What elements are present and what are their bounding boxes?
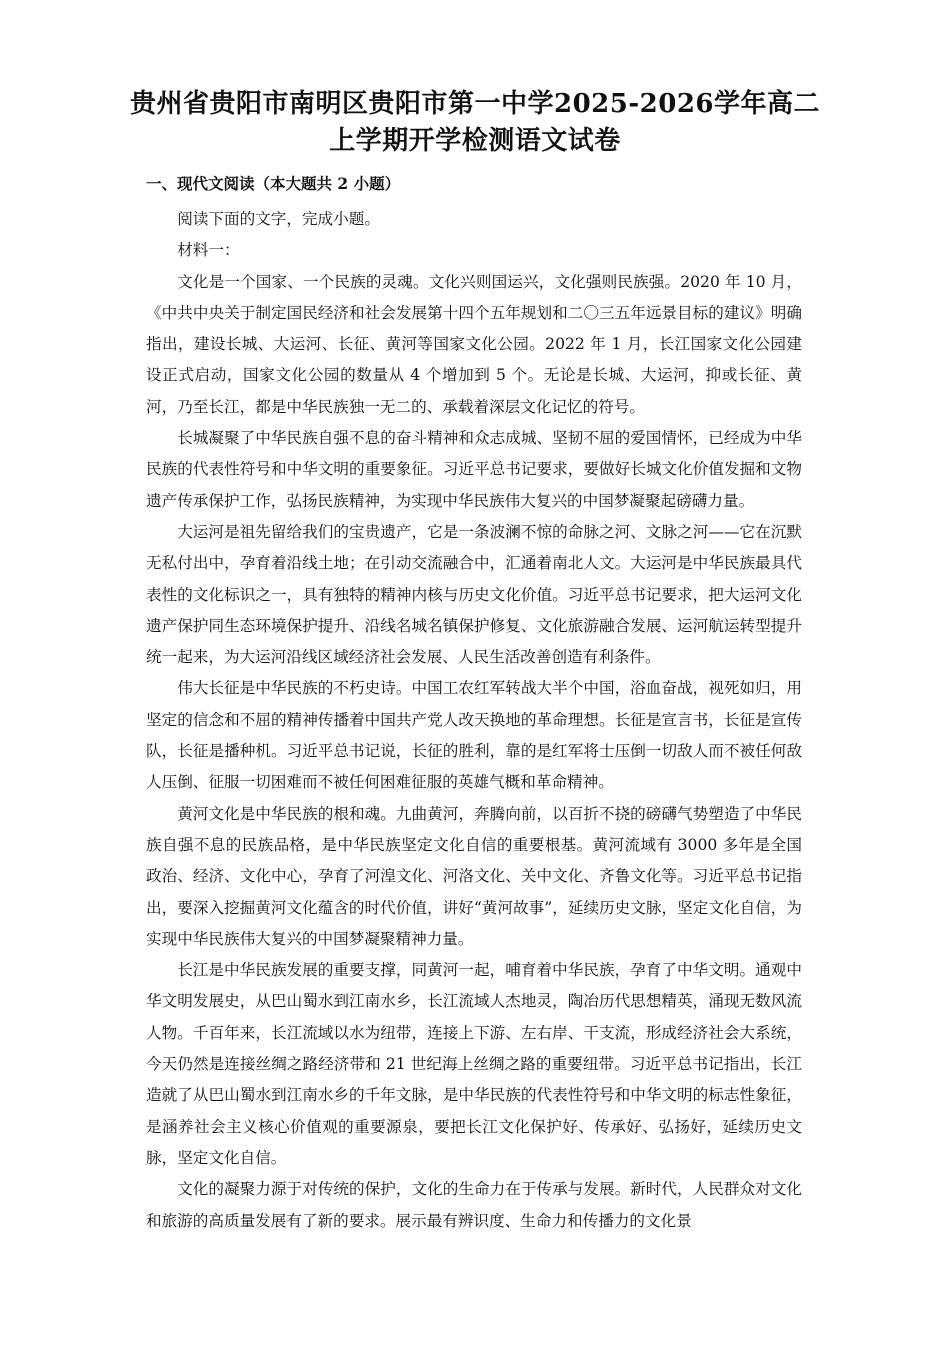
paragraph: 长江是中华民族发展的重要支撑，同黄河一起，哺育着中华民族，孕育了中华文明。通观中华文明发展史，从巴山蜀水到江南水乡，长江流域人杰地灵，陶冶历代思想精英，涌现无数风流人物。千百年来，长江流域以水为纽带，连接上下游、左右岸、干支流，形成经济社会大系统，今天仍然是连接丝绸之路经济带和 21 世纪海上丝绸之路的重要纽带。习近平总书记指出，长江造就了从巴山蜀水到江南水乡的千年文脉，是中华民族的代表性符号和中华文明的标志性象征，是涵养社会主义核心价值观的重要源泉，要把长江文化保护好、传承好、弘扬好，延续历史文脉，坚定文化自信。 [146, 961, 802, 1167]
title-line-2: 上学期开学检测语文试卷 [329, 126, 621, 156]
title-line-1: 贵州省贵阳市南明区贵阳市第一中学2025-2026学年高二 [129, 89, 821, 119]
paragraph: 大运河是祖先留给我们的宝贵遗产，它是一条波澜不惊的命脉之河、文脉之河——它在沉默无私付出中，孕育着沿线土地；在引动交流融合中，汇通着南北人文。大运河是中华民族最具代表性的文化标识之一，具有独特的精神内核与历史文化价值。习近平总书记要求，把大运河文化遗产保护同生态环境保护提升、沿线名城名镇保护修复、文化旅游融合发展、运河航运转型提升统一起来，为大运河沿线区域经济社会发展、人民生活改善创造有利条件。 [146, 522, 802, 667]
paragraph: 伟大长征是中华民族的不朽史诗。中国工农红军转战大半个中国，浴血奋战，视死如归，用坚定的信念和不屈的精神传播着中国共产党人改天换地的革命理想。长征是宣言书，长征是宣传队，长征是播种机。习近平总书记说，长征的胜利，靠的是红军将士压倒一切敌人而不被任何敌人压倒、征服一切困难而不被任何困难征服的英雄气概和革命精神。 [146, 679, 802, 792]
paragraph: 文化是一个国家、一个民族的灵魂。文化兴则国运兴，文化强则民族强。2020 年 10 月，《中共中央关于制定国民经济和社会发展第十四个五年规划和二〇三五年远景目标的建议》明确指出，建设长城、大运河、长征、黄河等国家文化公园。2022 年 1 月，长江国家文化公园建设正式启动，国家文化公园的数量从 4 个增加到 5 个。无论是长城、大运河，抑或长征、黄河，乃至长江，都是中华民族独一无二的、承载着深层文化记忆的符号。 [146, 272, 802, 416]
paragraph: 文化的凝聚力源于对传统的保护，文化的生命力在于传承与发展。新时代，人民群众对文化和旅游的高质量发展有了新的要求。展示最有辨识度、生命力和传播力的文化景 [146, 1180, 802, 1230]
paragraph: 黄河文化是中华民族的根和魂。九曲黄河，奔腾向前，以百折不挠的磅礴气势塑造了中华民族自强不息的民族品格，是中华民族坚定文化自信的重要根基。黄河流域有 3000 多年是全国政治、经济、文化中心，孕育了河湟文化、河洛文化、关中文化、齐鲁文化等。习近平总书记指出，要深入挖掘黄河文化蕴含的时代价值，讲好“黄河故事”，延续历史文脉，坚定文化自信，为实现中华民族伟大复兴的中国梦凝聚精神力量。 [146, 804, 802, 948]
instruction-text: 阅读下面的文字，完成小题。 [177, 210, 380, 228]
document-title [120, 86, 830, 160]
paragraph: 长城凝聚了中华民族自强不息的奋斗精神和众志成城、坚韧不屈的爱国情怀，已经成为中华民族的代表性符号和中华文明的重要象征。习近平总书记要求，要做好长城文化价值发掘和文物遗产传承保护工作，弘扬民族精神，为实现中华民族伟大复兴的中国梦凝聚起磅礴力量。 [146, 429, 802, 510]
material-label: 材料一： [177, 241, 240, 260]
reading-passage [146, 204, 802, 1237]
section-heading: 一、现代文阅读（本大题共 2 小题） [146, 174, 401, 193]
